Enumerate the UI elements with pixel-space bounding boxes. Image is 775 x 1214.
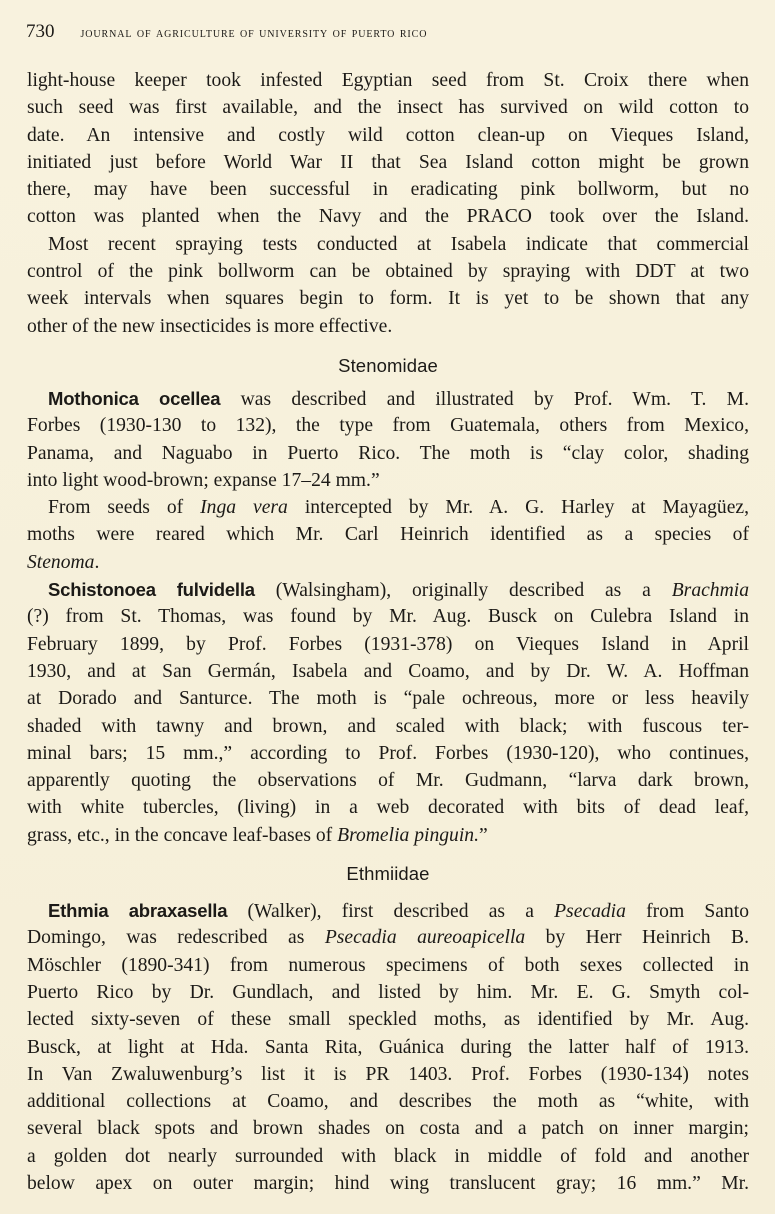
- text-line: light-house keeper took infested Egyptian seed from St. Croix there when: [27, 70, 749, 91]
- text-line: several black spots and brown shades on costa and a patch on inner margin;: [27, 1118, 749, 1140]
- text-line: Busck, at light at Hda. Santa Rita, Guánica during the latter half of 1913.: [27, 1036, 749, 1058]
- text-line: below apex on outer margin; hind wing translucent gray; 16 mm.” Mr.: [27, 1172, 749, 1194]
- text-line: into light wood-brown; expanse 17–24 mm.”: [27, 469, 380, 491]
- running-head: journal of agriculture of university of puerto rico: [80, 25, 428, 41]
- body-text: [27, 67, 749, 1197]
- species-name: Mothonica ocellea: [48, 387, 221, 409]
- taxon-italic: Stenoma: [27, 551, 95, 573]
- paragraph-pink-bollworm-vieques: [27, 67, 749, 231]
- text-line: Most recent spraying tests conducted at Isabela indicate that commercial: [48, 233, 749, 255]
- text-line: shaded with tawny and brown, and scaled with black; with fuscous ter-: [27, 715, 749, 737]
- text-line: date. An intensive and costly wild cotton clean-up on Vieques Island,: [27, 124, 749, 146]
- text-line: initiated just before World War II that Sea Island cotton might be grown: [27, 151, 749, 173]
- page-number: 730: [26, 21, 55, 42]
- text-line: Ethmia abraxasella (Walker), first described as a Psecadia from Santo: [48, 900, 750, 923]
- page-header: [26, 21, 686, 45]
- text-line: there, may have been successful in eradicating pink bollworm, but no: [27, 179, 749, 201]
- paragraph-ethmia-abraxasella: [27, 897, 749, 1197]
- species-name: Ethmia abraxasella: [48, 900, 228, 922]
- text-line: cotton was planted when the Navy and the PRACO took over the Island.: [27, 206, 749, 228]
- section-heading-ethmiidae: Ethmiidae: [346, 863, 430, 885]
- species-name: Schistonoea fulvidella: [48, 579, 255, 601]
- text-line: control of the pink bollworm can be obtained by spraying with DDT at two: [27, 261, 749, 283]
- text-line: Puerto Rico by Dr. Gundlach, and listed by him. Mr. E. G. Smyth col-: [27, 981, 749, 1003]
- text-line: at Dorado and Santurce. The moth is “pale ochreous, more or less heavily: [27, 688, 749, 710]
- text-line: Domingo, was redescribed as Psecadia aureoapicella by Herr Heinrich B.: [27, 927, 749, 949]
- text-line: Forbes (1930-130 to 132), the type from Guatemala, others from Mexico,: [27, 415, 749, 437]
- text-line: (?) from St. Thomas, was found by Mr. Aug. Busck on Culebra Island in: [27, 606, 749, 628]
- paragraph-mothonica-ocellea: [27, 385, 749, 494]
- text-line: From seeds of Inga vera intercepted by Mr. A. G. Harley at Mayagüez,: [48, 497, 749, 519]
- text-line: Mothonica ocellea was described and illustrated by Prof. Wm. T. M.: [48, 387, 750, 410]
- section-heading-stenomidae: Stenomidae: [338, 354, 438, 376]
- text-line: February 1899, by Prof. Forbes (1931-378) on Vieques Island in April: [27, 633, 749, 655]
- text-line: grass, etc., in the concave leaf-bases of Bromelia pinguin.”: [27, 824, 488, 846]
- text-line: lected sixty-seven of these small speckled moths, as identified by Mr. Aug.: [27, 1009, 749, 1031]
- text-line: minal bars; 15 mm.,” according to Prof. Forbes (1930-120), who continues,: [27, 742, 749, 764]
- taxon-italic: Brachmia: [671, 580, 749, 602]
- text-line: Möschler (1890-341) from numerous specimens of both sexes collected in: [27, 954, 749, 976]
- paragraph-schistonoea-fulvidella: [27, 576, 749, 849]
- text-line: Schistonoea fulvidella (Walsingham), originally described as a Brachmia: [48, 579, 749, 602]
- text-line: week intervals when squares begin to form. It is yet to be shown that any: [27, 288, 749, 310]
- paragraph-inga-vera: [27, 494, 749, 576]
- text-line: with white tubercles, (living) in a web decorated with bits of dead leaf,: [27, 797, 749, 819]
- text-line: 1930, and at San Germán, Isabela and Coamo, and by Dr. W. A. Hoffman: [27, 660, 749, 682]
- text-line: Stenoma.: [27, 551, 100, 573]
- text-line: moths were reared which Mr. Carl Heinrich identified as a species of: [27, 524, 749, 546]
- text-line: apparently quoting the observations of Mr. Gudmann, “larva dark brown,: [27, 770, 749, 792]
- text-line: Panama, and Naguabo in Puerto Rico. The moth is “clay color, shading: [27, 442, 749, 464]
- text-line: In Van Zwaluwenburg’s list it is PR 1403. Prof. Forbes (1930-134) notes: [27, 1063, 749, 1085]
- taxon-italic: Inga vera: [200, 497, 288, 519]
- text-line: such seed was first available, and the insect has survived on wild cotton to: [27, 97, 749, 119]
- text-line: additional collections at Coamo, and describes the moth as “white, with: [27, 1091, 749, 1113]
- text-line: a golden dot nearly surrounded with black in middle of fold and another: [27, 1145, 749, 1167]
- paragraph-spraying-tests: [27, 231, 749, 340]
- taxon-italic: Psecadia: [554, 901, 626, 923]
- text-line: other of the new insecticides is more effective.: [27, 315, 393, 337]
- taxon-italic: Psecadia aureoapicella: [324, 927, 526, 949]
- taxon-italic: Bromelia pinguin.: [337, 824, 479, 846]
